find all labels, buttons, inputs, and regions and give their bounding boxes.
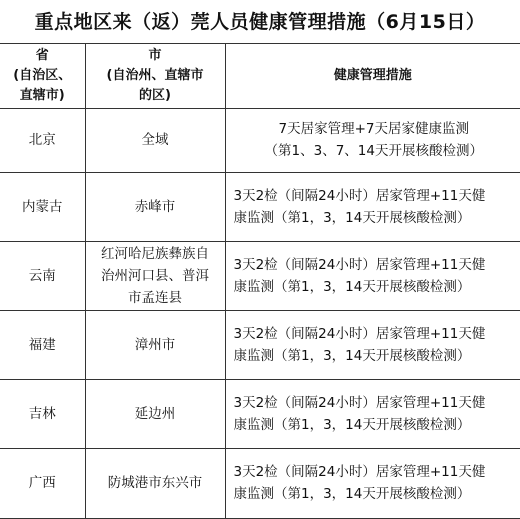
measure-line: 3天2检（间隔24小时）居家管理+11天健	[233, 464, 486, 480]
province-cell: 云南	[0, 241, 85, 310]
header-city-line1: 市	[148, 47, 162, 63]
measure-cell	[225, 448, 520, 518]
header-measure: 健康管理措施	[225, 44, 520, 108]
header-province	[0, 44, 85, 108]
measure-line: 康监测（第1，3，14天开展核酸检测）	[233, 416, 471, 433]
header-province-line3: 直辖市)	[19, 87, 65, 103]
city-cell: 防城港市东兴市	[85, 448, 225, 518]
city-line: 红河哈尼族彝族自	[101, 245, 209, 262]
measure-cell	[225, 241, 520, 310]
table-header-row	[0, 44, 520, 108]
header-city	[85, 44, 225, 108]
measure-line: 3天2检（间隔24小时）居家管理+11天健	[233, 187, 486, 204]
province-cell: 北京	[0, 108, 85, 172]
table-row	[0, 310, 520, 379]
province-cell: 福建	[0, 310, 85, 379]
header-province-line1: 省	[35, 47, 49, 63]
table-row	[0, 241, 520, 310]
measures-table	[0, 44, 520, 519]
city-cell: 全域	[85, 108, 225, 172]
measure-line: 3天2检（间隔24小时）居家管理+11天健	[233, 394, 486, 411]
measure-line: 3天2检（间隔24小时）居家管理+11天健	[233, 325, 486, 342]
city-cell	[85, 241, 225, 310]
province-cell: 广西	[0, 448, 85, 518]
city-line: 市孟连县	[128, 289, 182, 306]
measure-cell	[225, 310, 520, 379]
measure-line: （第1、3、7、14天开展核酸检测）	[264, 143, 483, 159]
measure-cell	[225, 379, 520, 448]
table-row	[0, 172, 520, 241]
measure-line: 康监测（第1，3，14天开展核酸检测）	[233, 209, 471, 226]
measure-line: 康监测（第1，3，14天开展核酸检测）	[233, 347, 471, 364]
table-row	[0, 448, 520, 518]
city-line: 治州河口县、普洱	[101, 267, 209, 284]
measure-cell	[225, 172, 520, 241]
page-title: 重点地区来（返）莞人员健康管理措施（6月15日）	[0, 0, 520, 44]
measure-line: 康监测（第1，3，14天开展核酸检测）	[233, 278, 471, 295]
table-row	[0, 108, 520, 172]
header-province-line2: (自治区、	[13, 67, 72, 83]
city-cell: 赤峰市	[85, 172, 225, 241]
city-cell: 漳州市	[85, 310, 225, 379]
header-city-line2: (自治州、直辖市	[106, 67, 204, 83]
measure-cell	[225, 108, 520, 172]
measure-line: 3天2检（间隔24小时）居家管理+11天健	[233, 256, 486, 273]
city-cell: 延边州	[85, 379, 225, 448]
province-cell: 内蒙古	[0, 172, 85, 241]
table-row	[0, 379, 520, 448]
header-city-line3: 的区)	[139, 87, 171, 103]
province-cell: 吉林	[0, 379, 85, 448]
measure-line: 康监测（第1，3，14天开展核酸检测）	[233, 486, 471, 502]
measure-line: 7天居家管理+7天居家健康监测	[278, 121, 469, 137]
